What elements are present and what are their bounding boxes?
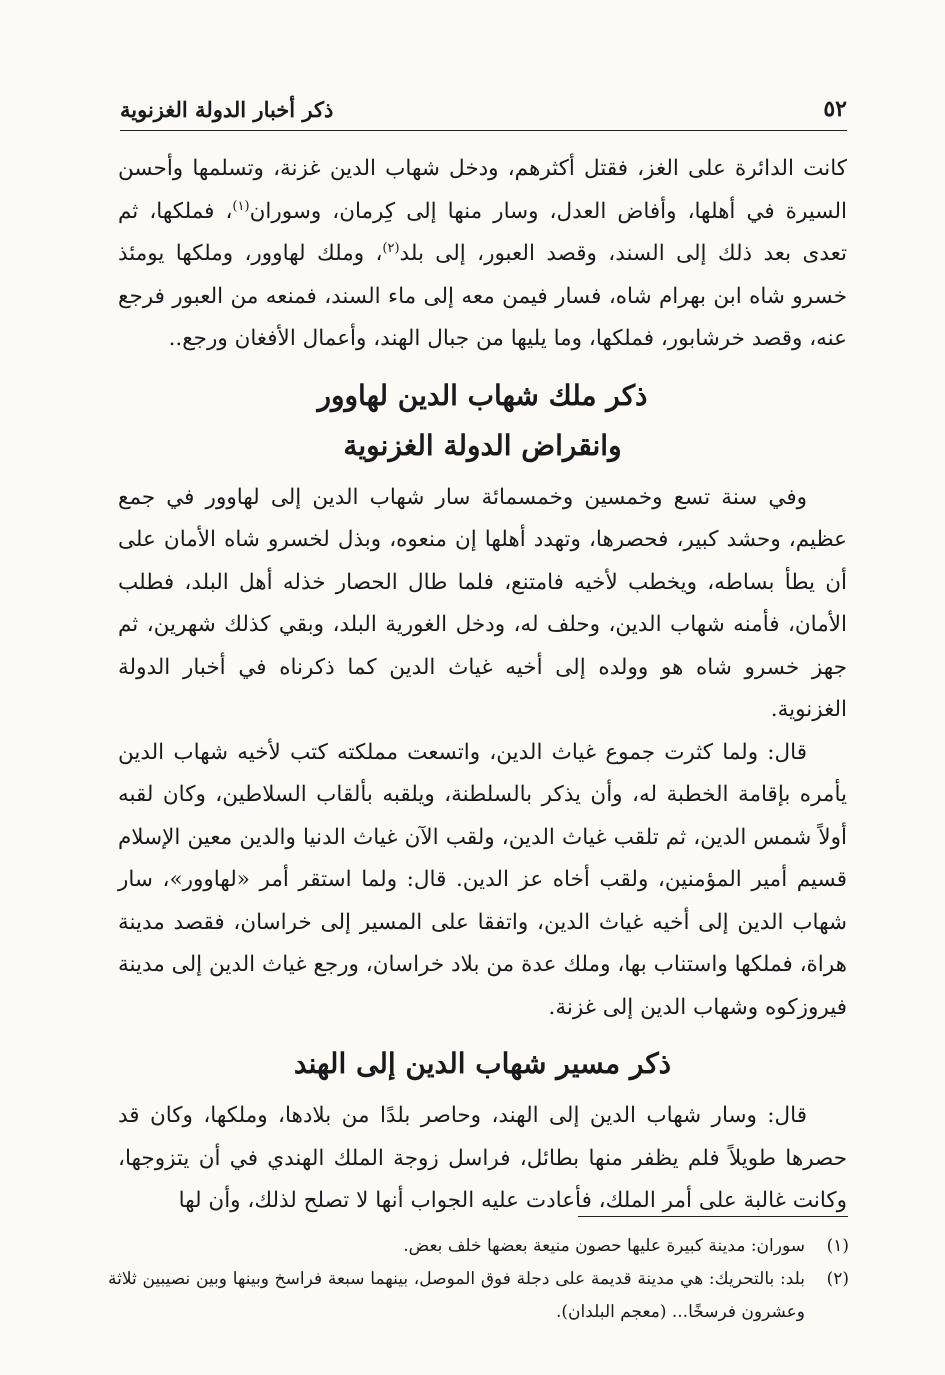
running-title: ذكر أخبار الدولة الغزنوية xyxy=(120,96,334,122)
footnote-number: (١) xyxy=(826,1236,849,1256)
section-heading-1-line-1: ذكر ملك شهاب الدين لهاوور xyxy=(317,378,648,412)
page-number: ٥٢ xyxy=(823,96,847,122)
paragraph-2: وفي سنة تسع وخمسين وخمسمائة سار شهاب الدين إلى لهاوور في جمع عظيم، وحشد كبير، فحصرها، وتهدد أهلها إن منعوه، وبذل لخسرو شاه الأمان على أن يطأ بساطه، ويخطب لأخيه فامتنع، فلما طال الحصار خذله أهل البلد، فطلب الأمان، فأمنه شهاب الدين، وحلف له، ودخل الغورية البلد، وبقي كذلك شهرين، ثم جهز خسرو شاه هو وولده إلى أخيه غياث الدين كما ذكرناه في أخبار الدولة الغزنوية. xyxy=(118,484,847,722)
footnote-number: (٢) xyxy=(826,1269,849,1289)
footnote-text: سوران: مدينة كبيرة عليها حصون منيعة بعضها خلف بعض. xyxy=(403,1236,805,1256)
footnote-ref-1: (١) xyxy=(232,198,250,214)
page-header xyxy=(120,88,847,131)
footnote-divider xyxy=(578,1216,848,1217)
paragraph-3: قال: ولما كثرت جموع غياث الدين، واتسعت مملكته كتب لأخيه شهاب الدين يأمره بإقامة الخطبة له، وأن يذكر بالسلطنة، ويلقبه بألقاب السلاطين، وكان لقبه أولاً شمس الدين، ثم تلقب غياث الدين، ولقب الآن غياث الدنيا والدين معين الإسلام قسيم أمير المؤمنين، ولقب أخاه عز الدين. قال: ولما استقر أمر «لهاوور»، سار شهاب الدين إلى أخيه غياث الدين، واتفقا على المسير إلى خراسان، فقصد مدينة هراة، فملكها واستناب بها، وملك عدة من بلاد خراسان، ورجع غياث الدين إلى مدينة فيروزكوه وشهاب الدين إلى غزنة. xyxy=(118,739,847,1020)
section-heading-1-line-2: وانقراض الدولة الغزنوية xyxy=(343,428,622,462)
footnotes xyxy=(108,1230,849,1329)
paragraph-1: كانت الدائرة على الغز، فقتل أكثرهم، ودخل شهاب الدين غزنة، وتسلمها وأحسن السيرة في أهلها، وأفاض العدل، وسار منها إلى كِرمان، وسوران$^{(١)}$، فملكها، ثم تعدى بعد ذلك إلى السند، وقصد العبور، إلى بلد$^{(٢)}$، وملك لهاوور، وملكها يومئذ خسرو شاه ابن بهرام شاه، فسار فيمن معه إلى ماء السند، فمنعه من العبور فرجع عنه، وقصد خرشابور، فملكها، وما يليها من جبال الهند، وأعمال الأفغان ورجع.. xyxy=(118,156,847,351)
section-heading-2: ذكر مسير شهاب الدين إلى الهند xyxy=(293,1047,672,1080)
footnote-2 xyxy=(108,1263,849,1329)
footnote-1 xyxy=(108,1230,849,1263)
footnote-text: بلد: بالتحريك: هي مدينة قديمة على دجلة فوق الموصل، بينهما سبعة فراسخ وبينها وبين نصيبين ثلاثة وعشرون فرسخًا... (معجم البلدان). xyxy=(108,1269,805,1322)
paragraph-4: قال: وسار شهاب الدين إلى الهند، وحاصر بلدًا من بلادها، وملكها، وكان قد حصرها طويلاً فلم يظفر منها بطائل، فراسل زوجة الملك الهندي في أن يتزوجها، وكانت غالبة على أمر الملك، فأعادت عليه الجواب أنها لا تصلح لذلك، وأن لها xyxy=(118,1103,847,1213)
footnote-ref-2: (٢) xyxy=(382,240,400,256)
main-text xyxy=(118,148,847,1223)
